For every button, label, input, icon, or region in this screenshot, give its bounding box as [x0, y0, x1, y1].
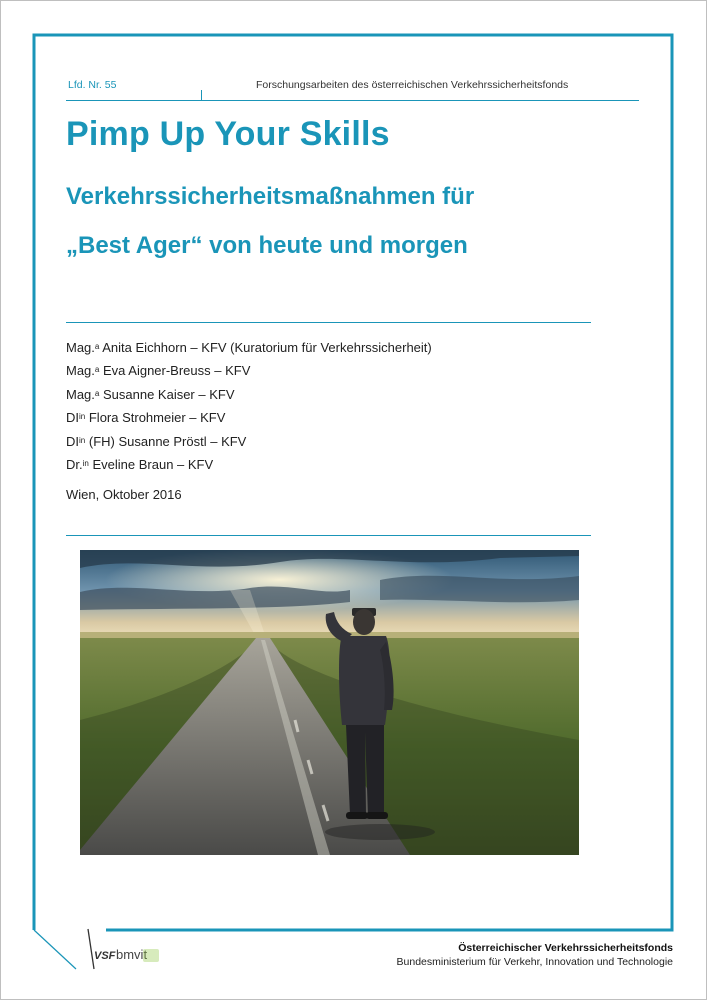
logo-vsf-text: VSF [94, 950, 116, 962]
rule-bottom [66, 535, 591, 536]
author-item: Dr.$^{in}$ Eveline Braun – KFV [66, 456, 214, 472]
vsf-bmvit-logo-icon [84, 925, 164, 971]
author-list [66, 340, 432, 480]
author-item: Mag.$^a$ Anita Eichhorn – KFV (Kuratorium für Verkehrssicherheit) [66, 340, 432, 355]
document-subtitle [66, 172, 474, 270]
cover-photo [80, 550, 579, 855]
author-item: Mag.$^a$ Eva Aigner-Breuss – KFV [66, 363, 251, 379]
footer-organization: Österreichischer Verkehrssicherheitsfonds [458, 942, 673, 954]
place-date: Wien, Oktober 2016 [66, 487, 182, 502]
author-item: $DI^{in}$ (FH) Susanne Pröstl – KFV [66, 433, 247, 449]
header-rule [66, 100, 639, 101]
subtitle-line-2: „Best Ager“ von heute und morgen [66, 232, 468, 259]
footer [397, 941, 673, 969]
subtitle-line-1: Verkehrssicherheitsmaßnahmen für [66, 183, 475, 210]
document-title: Pimp Up Your Skills [66, 115, 390, 153]
footer-ministry: Bundesministerium für Verkehr, Innovation und Technologie [396, 956, 673, 968]
header-divider [201, 90, 202, 100]
series-title: Forschungsarbeiten des österreichischen Verkehrssicherheitsfonds [256, 79, 569, 91]
author-item: Mag.$^a$ Susanne Kaiser – KFV [66, 386, 235, 402]
author-item: $DI^{in}$ Flora Strohmeier – KFV [66, 410, 226, 426]
rule-top [66, 322, 591, 323]
series-number: Lfd. Nr. 55 [68, 79, 117, 91]
logo-bmvit-text: bmvit [116, 947, 148, 962]
